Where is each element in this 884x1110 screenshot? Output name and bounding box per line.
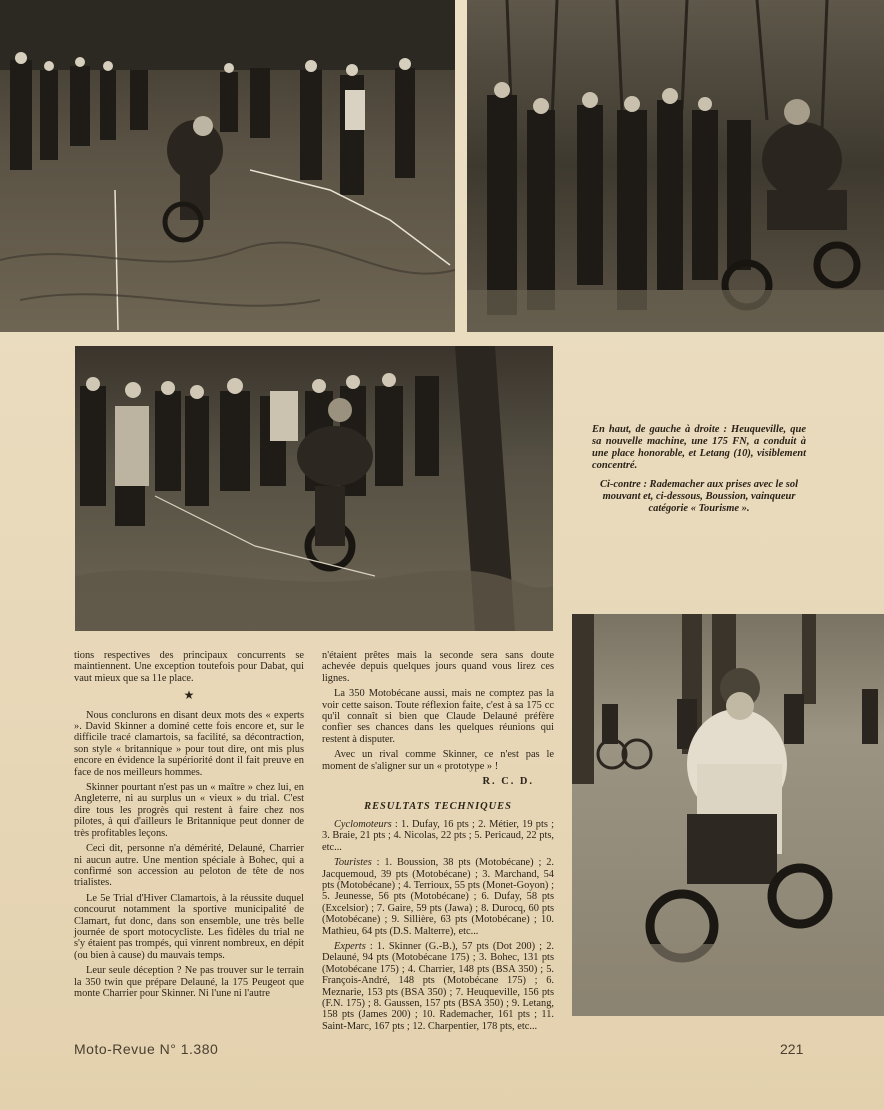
photo-rider-crowd-top-left [0,0,455,332]
star-separator: ★ [183,688,195,703]
paragraph: n'étaient prêtes mais la seconde sera sans doute achevée depuis quelques jours quand vous lirez ces lignes. [322,650,554,684]
category-results: : 1. Dufay, 16 pts ; 2. Métier, 19 pts ; 3. Braie, 21 pts ; 4. Nicolas, 22 pts ; 5. Pericaud, 22 pts, etc... [322,818,554,853]
paragraph: Nous conclurons en disant deux mots des « experts ». David Skinner a dominé cette fois encore et, sur le difficile tracé clamartois, sa facilité, sa décontraction, son style « britannique » pour tout dire, ont mis plus encore en évidence la supériorité dont il fait preuve en face de nos meilleurs hommes. [74,709,304,778]
author-signature: R. C. D. [482,776,534,788]
magazine-issue: Moto-Revue N° 1.380 [74,1041,219,1057]
paragraph: Leur seule déception ? Ne pas trouver sur le terrain la 350 twin que prépare Delauné, la 175 Peugeot que monte Charrier pour Skinner. Ni l'une ni l'autre [74,965,304,999]
photo-boussion-bottom-right [572,614,884,1016]
category-results: : 1. Boussion, 38 pts (Motobécane) ; 2. Jacquemoud, 39 pts (Motobécane) ; 3. Marchand, 54 pts (Motobécane) ; 4. Terrioux, 55 pts (Monet-Goyon) ; 5. Jeunesse, 56 pts (Motobécane) ; 6. Dufay, 58 pts (Excelsior) ; 7. Gaire, 59 pts (Jawa) ; 8. Durocq, 60 pts (Motobécane) ; 9. Sillière, 63 pts (Motobécane) ; 10. Mathieu, 64 pts (D.S. Malterre), etc... [322,857,554,937]
photo-caption [592,424,806,522]
paragraph: tions respectives des principaux concurrents se maintiennent. Une exception toutefois pour Dabat, qui vaut mieux que sa 11e place. [74,650,304,684]
article-column-right [322,650,554,1036]
category-label: Experts [334,940,366,952]
results-touristes [322,857,554,937]
paragraph: La 350 Motobécane aussi, mais ne comptez pas la voir cette saison. Toute réflexion faite, c'est à sa 175 cc qu'il connaît si bien que Claude Delauné préfère confier ses chances dans les quelques réunions qui restent à disputer. [322,688,554,745]
article-column-left [74,650,304,1003]
photo-rademacher-middle [75,346,553,631]
page-number: 221 [780,1041,804,1057]
paragraph: Avec un rival comme Skinner, ce n'est pas le moment de s'aligner sur un « prototype » ! [322,749,554,772]
paragraph: Ceci dit, personne n'a démérité, Delauné, Charrier ni aucun autre. Une mention spéciale à Bohec, qui a confirmé son accession au peloton de tête de nos trialistes. [74,843,304,889]
results-list [322,819,554,1032]
caption-bottom: Ci-contre : Rademacher aux prises avec le sol mouvant et, ci-dessous, Boussion, vainqueur catégorie « Tourisme ». [599,479,799,514]
category-results: : 1. Skinner (G.-B.), 57 pts (Dot 200) ; 2. Delauné, 94 pts (Motobécane 175) ; 3. Bohec, 131 pts (Motobécane 175) ; 4. Charrier, 148 pts (BSA 350) ; 5. François-André, 148 pts (Motobécane 175) ; 6. Meznarie, 153 pts (BSA 350) ; 7. Heuqueville, 156 pts (F.N. 175) ; 8. Gaussen, 157 pts (BSA 350) ; 9. Letang, 158 pts (James 200) ; 10. Rademacher, 161 pts ; 11. Saint-Marc, 167 pts ; 12. Charpentier, 178 pts, etc... [322,940,554,1032]
caption-top: En haut, de gauche à droite : Heuqueville, que sa nouvelle machine, une 175 FN, a conduit à une place honorable, et Letang (10), visiblement concentré. [592,424,806,471]
results-experts [322,941,554,1032]
paragraph: Skinner pourtant n'est pas un « maître » chez lui, en Angleterre, ni au surplus un « vieux » du trial. C'est dire tous les progrès qui restent à faire chez nos pilotes, à qui d'ailleurs le Britannique peut donner de très profitables leçons. [74,782,304,839]
category-label: Cyclomoteurs [334,818,392,830]
category-label: Touristes [334,857,372,869]
results-cyclomoteurs [322,819,554,853]
paragraph: Le 5e Trial d'Hiver Clamartois, à la réussite duquel concourut notamment la sportive municipalité de Clamart, fut donc, dans son ensemble, une très belle journée de sport motocycliste. Les fidèles du trial ne s'y étaient pas trompés, qui vinrent nombreux, en dépit (ou bien à cause) du mauvais temps. [74,892,304,961]
photo-letang-top-right [467,0,884,332]
results-title: RESULTATS TECHNIQUES [364,801,512,813]
